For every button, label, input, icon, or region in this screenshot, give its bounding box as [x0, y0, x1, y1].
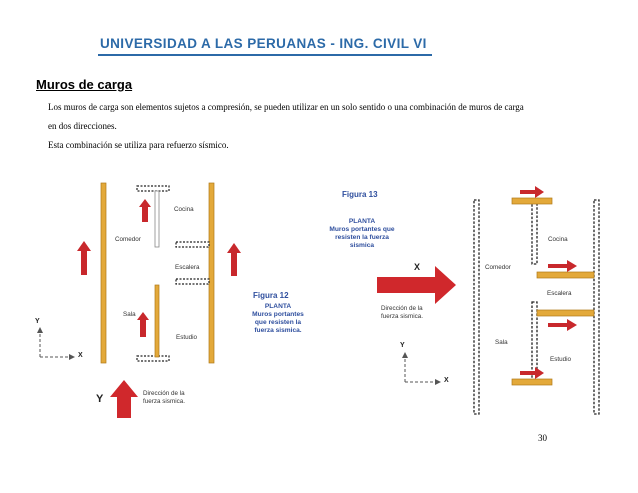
fig12-direction-label [143, 390, 185, 406]
fig12-room-sala: Sala [123, 311, 136, 318]
fig12-room-cocina: Cocina [174, 206, 194, 213]
fig13-left-wall [474, 200, 479, 414]
fig13-direction-line-2: fuerza sismica. [381, 313, 423, 320]
fig12-room-estudio: Estudio [176, 334, 198, 341]
fig13-room-estudio: Estudio [550, 356, 572, 363]
fig13-caption-line-1: PLANTA [348, 218, 376, 225]
fig13-direction-line-1: Dirección de la [381, 305, 423, 312]
fig13-bearing-wall-mid-2 [537, 310, 594, 316]
fig12-inner-wall-top [155, 191, 159, 247]
fig12-partition-mid-2 [176, 279, 209, 284]
fig13-room-sala: Sala [495, 339, 508, 346]
fig12-seismic-arrow [110, 380, 138, 418]
fig12-right-wall [209, 183, 214, 363]
fig13-axis-x-label: X [444, 377, 449, 384]
fig13-axis-y-label: Y [400, 342, 405, 349]
fig12-caption-line-1: PLANTA [264, 303, 292, 310]
fig13-bearing-wall-bottom [512, 379, 552, 385]
fig12-axis-x-label: X [78, 352, 83, 359]
fig13-caption [317, 218, 407, 250]
fig13-bearing-wall-top [512, 198, 552, 204]
fig12-force-axis-label: Y [96, 393, 104, 405]
fig12-inner-wall-bottom [155, 285, 159, 357]
fig12-room-escalera: Escalera [175, 264, 200, 271]
fig12-direction-line-1: Dirección de la [143, 390, 185, 397]
fig13-caption-line-2: Muros portantes que [329, 226, 395, 233]
fig13-title: Figura 13 [342, 190, 378, 199]
fig13-force-axis-label: X [414, 262, 421, 272]
fig13-arrow-top [520, 186, 544, 198]
fig12-arrow-top [139, 199, 151, 222]
fig12-room-comedor: Comedor [115, 236, 141, 243]
fig12-partition-top [137, 186, 169, 191]
figure-12-plan [40, 183, 241, 418]
fig13-bearing-wall-mid-1 [537, 272, 594, 278]
paragraph-line-3: Esta combinación se utiliza para refuerzo sísmico. [48, 140, 229, 150]
paragraph-line-1: Los muros de carga son elementos sujetos a compresión, se pueden utilizar en un solo sentido o una combinación de muros de carga [48, 102, 524, 112]
fig12-partition-mid-1 [176, 242, 209, 247]
fig13-inner-wall-top [532, 200, 537, 264]
fig13-direction-label [381, 305, 423, 321]
fig13-room-comedor: Comedor [485, 264, 511, 271]
page-number: 30 [538, 433, 547, 443]
fig12-arrow-bottom-inner [137, 312, 149, 337]
fig13-caption-line-3: resisten la fuerza [335, 234, 389, 241]
paragraph-line-2: en dos direcciones. [48, 121, 117, 131]
fig13-room-escalera: Escalera [547, 290, 572, 297]
university-header: UNIVERSIDAD A LAS PERUANAS - ING. CIVIL VI [100, 36, 427, 51]
fig12-arrow-left [77, 241, 91, 275]
fig13-room-cocina: Cocina [548, 236, 568, 243]
fig12-partition-bottom [137, 356, 169, 361]
fig13-right-wall [594, 200, 599, 414]
fig12-arrow-right [227, 243, 241, 276]
section-title: Muros de carga [36, 77, 133, 92]
fig12-direction-line-2: fuerza sismica. [143, 398, 185, 405]
fig13-arrow-mid-2 [548, 319, 577, 331]
fig12-caption-line-3: que resisten la [254, 319, 302, 326]
fig12-caption-line-2: Muros portantes [252, 311, 304, 318]
fig13-arrow-mid-1 [548, 260, 577, 272]
fig12-caption-line-4: fuerza sismica. [254, 327, 302, 334]
fig12-caption [236, 303, 320, 335]
figure-13-plan [377, 186, 599, 414]
fig12-axis-y-label: Y [35, 318, 40, 325]
fig12-left-wall [101, 183, 106, 363]
fig12-title: Figura 12 [253, 291, 289, 300]
fig13-caption-line-4: sismica [349, 242, 375, 249]
